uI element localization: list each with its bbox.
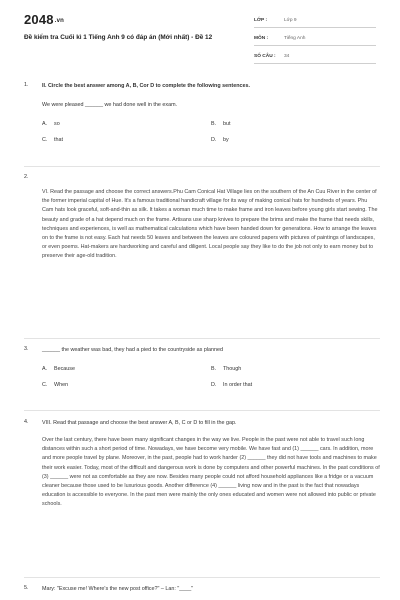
meta-key: MÔN :: [254, 35, 269, 41]
option-text: but: [223, 121, 231, 127]
logo-text: 2048: [24, 12, 54, 27]
question-2: [24, 174, 380, 262]
option-letter: D.: [211, 382, 217, 388]
divider: [24, 410, 380, 411]
divider: [24, 577, 380, 578]
question-number: 3.: [24, 346, 29, 352]
option-letter: A.: [42, 366, 48, 372]
meta-value: Tiếng Anh: [284, 35, 306, 41]
question-stem: II. Circle the best answer among A, B, Cor D to complete the following sentences.: [42, 83, 250, 89]
option-letter: B.: [211, 121, 217, 127]
meta-value: Lớp 9: [284, 17, 297, 23]
question-1: [24, 82, 380, 153]
question-passage: VI. Read the passage and choose the correct answers.Phu Cam Conical Hat Village lies on the southern of the An Cuu River in the center of the former imperial capital of Hue. It's a famous traditional handicraft village for its way of making conical hats for hundreds of years. Phu Cam hats look graceful, soft-and-thin as silk. It takes a woman much time to make frame and iron leaves before young girls start sewing. The beauty and grade of a hat depend much on the frame. Artisans use sharp knives to prepare the brims and make the frame that needs skills, techniques and experiences, is well as mathematical calculations which have been handed down for generations. How to arrange the leaves on to the frame is not easy. Each hat needs 50 leaves and between the leaves are coloured papers with pictures of paintings of landscapes, or even poems. Hat-makers are hardworking and careful and diligent. Local people say they like to do the job not only to earn money but to preserve their age-old tradition.: [42, 189, 378, 260]
option-b[interactable]: [211, 121, 380, 137]
divider: [24, 338, 380, 339]
option-a[interactable]: [42, 366, 211, 382]
question-number: 2.: [24, 174, 29, 180]
site-logo[interactable]: [24, 12, 64, 27]
meta-value: 34: [284, 53, 290, 59]
answer-options: [42, 366, 380, 398]
option-letter: D.: [211, 137, 217, 143]
option-letter: C.: [42, 382, 48, 388]
question-3: [24, 346, 380, 398]
question-sentence: ______ the weather was bad, they had a pied to the countryside as planned: [42, 347, 224, 353]
option-letter: C.: [42, 137, 48, 143]
question-passage: Over the last century, there have been many significant changes in the way we live. People in the past were not able to travel such long distances within such a short period of time. Nowadays, we have become very mobile. We have fast and (1) ______ cars. In addition, more and more people travel by plane. Moreover, in the past, people had to work harder (2) ______ they did not have tools and machines to make their work easier. Today, most of the difficult and dangerous work is done by computers and other powerful machines. In the past conditions of (3) ______ were not as comfortable as they are now. Besides many people could not afford household appliances like a fridge or a vacuum cleaner because those used to be luxurious goods. Another difference (4) ______ living now and in the past is the fact that nowadays education is accessible to everyone. In the past men were mainly the only ones educated and women were not allowed into public or private schools.: [42, 437, 380, 508]
option-d[interactable]: [211, 382, 380, 398]
option-letter: A.: [42, 121, 48, 127]
meta-table: [254, 13, 376, 67]
meta-row-count: [254, 49, 376, 64]
option-text: by: [223, 137, 229, 143]
option-text: When: [54, 382, 69, 388]
option-d[interactable]: [211, 137, 380, 153]
meta-key: LỚP :: [254, 17, 268, 23]
question-number: 4.: [24, 419, 29, 425]
option-letter: B.: [211, 366, 217, 372]
meta-key: SỐ CÂU :: [254, 53, 276, 59]
option-c[interactable]: [42, 137, 211, 153]
question-sentence: We were pleased ______ we had done well in the exam.: [42, 102, 178, 108]
option-text: Though: [223, 366, 242, 372]
option-text: so: [54, 121, 60, 127]
option-text: Because: [54, 366, 75, 372]
question-stem: VIII. Read that passage and choose the best answer A, B, C or D to fill in the gap.: [42, 420, 237, 426]
question-5: [24, 585, 380, 593]
question-number: 5.: [24, 585, 29, 591]
option-b[interactable]: [211, 366, 380, 382]
meta-row-class: [254, 13, 376, 28]
option-c[interactable]: [42, 382, 211, 398]
meta-row-subject: [254, 31, 376, 46]
question-number: 1.: [24, 82, 29, 88]
question-stem: Mary: "Excuse me! Where's the new post office?" – Lan: "____": [42, 586, 194, 592]
option-a[interactable]: [42, 121, 211, 137]
question-4: [24, 419, 380, 510]
option-text: that: [54, 137, 63, 143]
answer-options: [42, 121, 380, 153]
option-text: In order that: [223, 382, 253, 388]
document-title: Đề kiểm tra Cuối kì 1 Tiếng Anh 9 có đáp án (Mới nhất) - Đề 12: [24, 34, 213, 41]
logo-tld: .vn: [54, 17, 65, 24]
header: [0, 0, 400, 66]
divider: [24, 166, 380, 167]
